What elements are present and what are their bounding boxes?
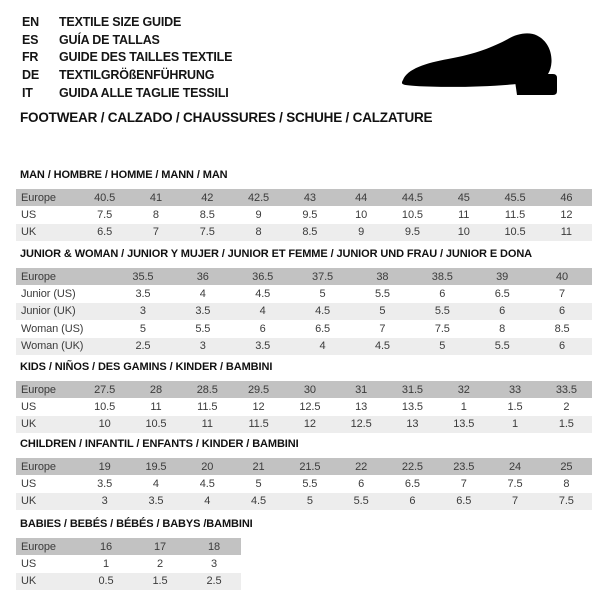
table-title: JUNIOR & WOMAN / JUNIOR Y MUJER / JUNIOR ET FEMME / JUNIOR UND FRAU / JUNIOR E DONA [20,248,533,260]
size-row [16,398,592,415]
size-cell: 8 [152,209,159,222]
size-cell: 9 [358,226,365,239]
size-cell: 6.5 [456,495,472,508]
size-cell: 12 [560,209,573,222]
language-row [22,31,232,49]
size-cell: 4.5 [315,305,331,318]
size-cell: 11.5 [504,209,526,222]
kids-size-table [16,381,592,433]
row-label: UK [21,418,37,431]
size-cell: 1.5 [507,401,523,414]
size-cell: 4.5 [251,495,267,508]
size-row [16,381,592,398]
size-cell: 45.5 [504,191,526,204]
size-row [16,493,592,510]
size-cell: 1 [512,418,519,431]
size-cell: 44 [355,191,368,204]
language-label: TEXTILGRÖßENFÜHRUNG [59,67,215,82]
size-cell: 3.5 [148,495,164,508]
size-cell: 43 [303,191,316,204]
size-cell: 6 [439,288,446,301]
size-cell: 5.5 [494,340,510,353]
row-label: Europe [21,383,56,396]
size-cell: 8 [499,322,506,335]
size-cell: 3 [210,558,218,571]
size-cell: 5 [255,478,262,491]
size-cell: 6 [559,340,566,353]
size-cell: 3.5 [97,478,113,491]
size-cell: 8.5 [302,226,318,239]
size-cell: 28.5 [196,383,218,396]
size-cell: 42 [201,191,214,204]
size-cell: 6 [409,495,416,508]
row-label: Woman (US) [21,322,84,335]
size-cell: 27.5 [94,383,116,396]
size-cell: 9.5 [302,209,318,222]
junior-woman-size-table [16,268,592,355]
size-cell: 13 [355,401,368,414]
row-label: US [21,558,37,571]
size-cell: 5.5 [353,495,369,508]
category-title: FOOTWEAR / CALZADO / CHAUSSURES / SCHUHE / CALZATURE [20,110,433,125]
size-cell: 31 [355,383,368,396]
size-cell: 18 [207,540,221,553]
size-cell: 5 [439,340,446,353]
size-cell: 5.5 [374,288,390,301]
size-cell: 10 [98,418,111,431]
language-row [22,13,232,31]
size-cell: 7 [512,495,519,508]
size-cell: 7.5 [97,209,113,222]
size-cell: 10.5 [504,226,526,239]
kids-size-section [16,361,592,433]
size-row [16,416,592,433]
size-cell: 2 [563,401,570,414]
size-cell: 6 [499,305,506,318]
size-cell: 20 [201,460,214,473]
size-cell: 11 [201,418,213,431]
size-cell: 12.5 [299,401,321,414]
row-label: UK [21,226,37,239]
size-cell: 4 [204,495,211,508]
size-cell: 5.5 [302,478,318,491]
language-label: TEXTILE SIZE GUIDE [59,14,182,29]
size-cell: 5 [379,305,386,318]
size-cell: 38.5 [431,270,453,283]
size-cell: 11.5 [197,401,218,414]
size-cell: 12 [303,418,316,431]
size-cell: 7.5 [199,226,215,239]
table-title: KIDS / NIÑOS / DES GAMINS / KINDER / BAMBINI [20,361,273,373]
size-cell: 36 [196,270,209,283]
row-label: Europe [21,540,56,553]
size-cell: 11.5 [248,418,269,431]
man-size-section [16,169,592,241]
size-cell: 37.5 [312,270,334,283]
size-cell: 21 [252,460,265,473]
size-cell: 8.5 [554,322,570,335]
size-cell: 46 [560,191,573,204]
size-cell: 0.5 [98,575,114,588]
size-cell: 8 [563,478,570,491]
children-size-section [16,438,592,510]
size-cell: 12.5 [350,418,372,431]
size-cell: 6 [259,322,266,335]
size-row [16,555,241,572]
size-cell: 12 [252,401,265,414]
size-cell: 7 [379,322,386,335]
size-cell: 1.5 [152,575,168,588]
size-cell: 35.5 [132,270,154,283]
size-cell: 44.5 [401,191,423,204]
row-label: US [21,209,37,222]
size-cell: 4.5 [199,478,215,491]
size-cell: 10 [355,209,368,222]
size-cell: 6.5 [315,322,331,335]
table-title: CHILDREN / INFANTIL / ENFANTS / KINDER / BAMBINI [20,438,299,450]
size-cell: 4 [259,305,266,318]
size-cell: 3 [199,340,206,353]
size-cell: 2.5 [206,575,222,588]
size-cell: 32 [457,383,470,396]
size-cell: 11 [150,401,162,414]
size-cell: 7 [559,288,566,301]
size-cell: 10.5 [401,209,423,222]
language-row [22,48,232,66]
size-cell: 42.5 [248,191,270,204]
size-cell: 10.5 [145,418,167,431]
size-cell: 3 [101,495,108,508]
size-cell: 7.5 [558,495,574,508]
size-cell: 11 [458,209,470,222]
size-cell: 21.5 [299,460,321,473]
size-cell: 6.5 [494,288,510,301]
size-cell: 8.5 [199,209,215,222]
table-title: BABIES / BEBÉS / BÉBÉS / BABYS /BAMBINI [20,518,253,530]
size-cell: 6 [358,478,365,491]
size-cell: 36.5 [252,270,274,283]
size-cell: 7.5 [434,322,450,335]
size-cell: 39 [496,270,509,283]
size-row [16,538,241,555]
size-cell: 5 [319,288,326,301]
size-cell: 10.5 [94,401,116,414]
size-cell: 3 [139,305,146,318]
size-cell: 29.5 [248,383,270,396]
size-cell: 4 [199,288,206,301]
row-label: Europe [21,270,56,283]
size-row [16,303,592,320]
language-row [22,84,232,102]
language-code: EN [22,14,39,29]
size-cell: 7 [460,478,467,491]
row-label: UK [21,495,37,508]
size-cell: 3.5 [195,305,211,318]
size-cell: 2 [156,558,164,571]
size-cell: 24 [509,460,522,473]
size-cell: 7 [152,226,159,239]
size-cell: 10 [457,226,470,239]
size-row [16,320,592,337]
size-cell: 13.5 [401,401,423,414]
size-row [16,573,241,590]
language-code: IT [22,85,33,100]
language-code: ES [22,32,39,47]
man-size-table [16,189,592,241]
size-cell: 4 [319,340,326,353]
size-row [16,189,592,206]
row-label: US [21,401,37,414]
size-cell: 6.5 [97,226,113,239]
size-row [16,268,592,285]
size-cell: 31.5 [401,383,423,396]
size-cell: 33.5 [555,383,577,396]
row-label: Woman (UK) [21,340,84,353]
size-cell: 4.5 [374,340,390,353]
size-cell: 1.5 [558,418,574,431]
size-cell: 30 [303,383,316,396]
children-size-table [16,458,592,510]
size-row [16,206,592,223]
size-cell: 5 [306,495,313,508]
size-cell: 41 [149,191,162,204]
language-code: FR [22,50,39,65]
size-cell: 3.5 [255,340,271,353]
size-cell: 6.5 [404,478,420,491]
size-cell: 2.5 [135,340,151,353]
table-title: MAN / HOMBRE / HOMME / MANN / MAN [20,169,228,181]
language-list [22,13,232,101]
size-cell: 17 [153,540,167,553]
row-label: US [21,478,37,491]
size-cell: 5 [139,322,146,335]
size-row [16,224,592,241]
size-cell: 45 [457,191,470,204]
size-cell: 9.5 [404,226,420,239]
language-label: GUIDE DES TAILLES TEXTILE [59,50,233,65]
size-cell: 22.5 [401,460,423,473]
size-row [16,458,592,475]
babies-size-table [16,538,241,590]
language-row [22,66,232,84]
size-cell: 6 [559,305,566,318]
size-cell: 7.5 [507,478,523,491]
size-row [16,338,592,355]
size-cell: 19 [98,460,111,473]
size-cell: 33 [509,383,522,396]
row-label: Europe [21,191,56,204]
size-row [16,475,592,492]
size-cell: 3.5 [135,288,151,301]
language-label: GUÍA DE TALLAS [59,32,160,47]
language-code: DE [22,67,39,82]
babies-size-section [16,518,592,590]
size-cell: 38 [376,270,389,283]
size-row [16,285,592,302]
size-cell: 16 [99,540,113,553]
junior-woman-size-section [16,248,592,355]
size-cell: 8 [255,226,262,239]
size-cell: 5.5 [434,305,450,318]
size-cell: 4.5 [255,288,271,301]
size-cell: 1 [102,558,110,571]
size-cell: 13 [406,418,419,431]
size-cell: 40.5 [94,191,116,204]
row-label: Junior (UK) [21,305,76,318]
size-cell: 11 [560,226,572,239]
size-cell: 23.5 [453,460,475,473]
row-label: Junior (US) [21,288,76,301]
size-cell: 4 [152,478,159,491]
size-cell: 28 [149,383,162,396]
size-cell: 40 [556,270,569,283]
shoe-icon [396,30,582,100]
size-cell: 25 [560,460,573,473]
size-cell: 22 [355,460,368,473]
language-label: GUIDA ALLE TAGLIE TESSILI [59,85,229,100]
size-cell: 13.5 [453,418,475,431]
size-cell: 1 [460,401,467,414]
size-cell: 5.5 [195,322,211,335]
row-label: UK [21,575,37,588]
size-cell: 19.5 [145,460,167,473]
size-cell: 9 [255,209,262,222]
row-label: Europe [21,460,56,473]
